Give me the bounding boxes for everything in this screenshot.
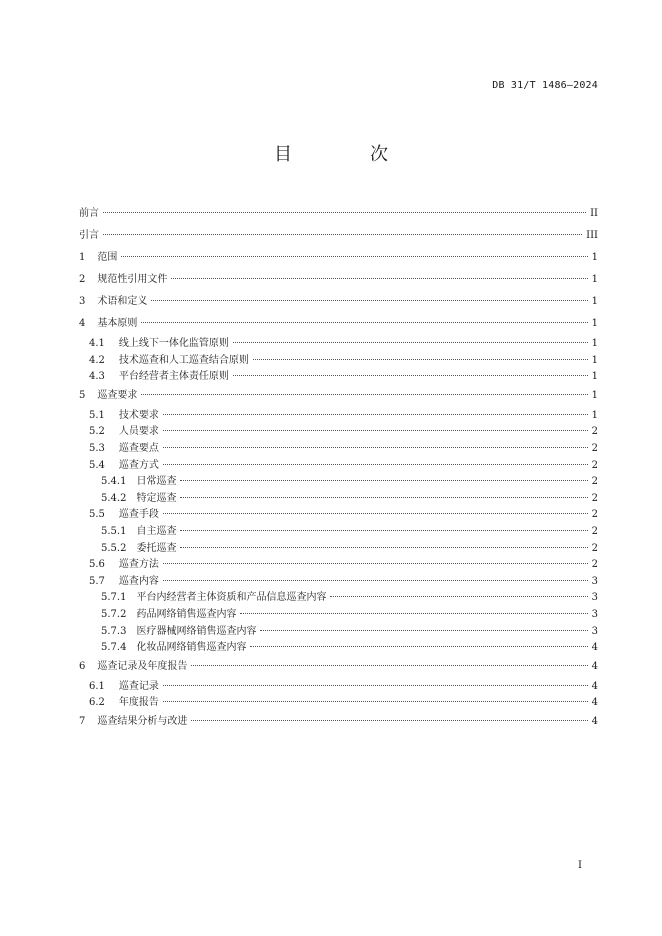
toc-entry-label: 技术巡查和人工巡查结合原则 [118, 354, 249, 366]
toc-entry-page: 1 [591, 296, 598, 307]
toc-dot-leader [253, 347, 588, 360]
toc-entry-number: 7 [79, 715, 86, 727]
toc-dot-leader [330, 584, 587, 597]
toc-entry-page: 1 [591, 338, 598, 349]
toc-entry-page: 2 [591, 459, 598, 471]
toc-entry-label: 巡查方式 [118, 459, 159, 471]
toc-entry-page: 2 [591, 525, 598, 537]
toc-dot-leader [260, 618, 587, 631]
toc-entry-label: 巡查记录 [118, 680, 159, 692]
toc-entry-page: 1 [591, 371, 598, 383]
toc-entry-page: 3 [591, 625, 598, 637]
toc-entry[interactable] [79, 692, 598, 709]
toc-dot-leader [163, 452, 588, 465]
toc-entry[interactable] [79, 267, 598, 289]
toc-entry-page: 1 [591, 318, 598, 329]
toc-entry-label: 平台内经营者主体资质和产品信息巡查内容 [136, 592, 327, 604]
toc-entry-number: 5.7.1 [101, 592, 127, 604]
toc-dot-leader [180, 485, 587, 498]
toc-entry-page: 4 [591, 697, 598, 709]
toc-entry-label: 委托巡查 [136, 542, 177, 554]
toc-entry-page: 1 [591, 354, 598, 366]
toc-dot-leader [180, 518, 587, 531]
toc-entry-number: 6.1 [89, 680, 105, 692]
toc-entry-number: 5.7.4 [101, 642, 127, 654]
toc-entry-number: 4.3 [89, 371, 105, 383]
toc-entry-label: 巡查结果分析与改进 [97, 715, 188, 727]
toc-entry-label: 日常巡查 [136, 476, 177, 488]
toc-entry[interactable] [79, 201, 598, 223]
toc-entry-page: 1 [591, 409, 598, 421]
toc-entry-page: III [586, 230, 598, 241]
toc-entry-number: 5.4 [89, 459, 105, 471]
toc-entry-number: 5.7.3 [101, 625, 127, 637]
toc-entry-page: 2 [591, 492, 598, 504]
toc-dot-leader [163, 673, 588, 686]
toc-entry-label: 医疗器械网络销售巡查内容 [136, 625, 257, 637]
toc-entry-number: 5 [79, 389, 86, 401]
toc-entry-label: 平台经营者主体责任原则 [118, 371, 229, 383]
toc-entry-page: 4 [591, 680, 598, 692]
toc-entry-page: 4 [591, 642, 598, 654]
toc-dot-leader [141, 310, 587, 323]
toc-entry-number: 2 [79, 274, 86, 285]
table-of-contents [79, 201, 598, 731]
toc-entry-label: 自主巡查 [136, 525, 177, 537]
toc-entry[interactable] [79, 245, 598, 267]
toc-entry-label: 药品网络销售巡查内容 [136, 608, 237, 620]
toc-entry-number: 5.5.1 [101, 525, 127, 537]
toc-entry-page: 1 [591, 389, 598, 401]
toc-entry[interactable] [79, 637, 598, 654]
toc-entry-page: 3 [591, 575, 598, 587]
toc-entry-number: 6 [79, 660, 86, 672]
page-number: I [578, 860, 582, 871]
toc-entry[interactable] [79, 709, 598, 731]
toc-entry-page: 1 [591, 274, 598, 285]
toc-entry-number: 5.4.2 [101, 492, 127, 504]
toc-dot-leader [151, 288, 587, 301]
toc-entry-label: 基本原则 [97, 318, 138, 329]
toc-entry-page: 2 [591, 476, 598, 488]
toc-entry-label: 术语和定义 [97, 296, 148, 307]
toc-dot-leader [250, 634, 587, 647]
toc-entry-page: 4 [591, 715, 598, 727]
toc-entry-label: 化妆品网络销售巡查内容 [136, 642, 247, 654]
toc-entry-page: 2 [591, 542, 598, 554]
toc-entry-number: 5.7 [89, 575, 105, 587]
toc-dot-leader [163, 418, 588, 431]
toc-dot-leader [240, 601, 587, 614]
toc-entry-label: 线上线下一体化监管原则 [118, 338, 229, 349]
toc-entry-label: 范围 [97, 252, 118, 263]
toc-dot-leader [163, 501, 588, 514]
toc-dot-leader [180, 468, 587, 481]
toc-entry-page: 3 [591, 608, 598, 620]
toc-dot-leader [163, 435, 588, 448]
toc-entry-label: 巡查内容 [118, 575, 159, 587]
toc-dot-leader [233, 330, 588, 343]
toc-dot-leader [191, 708, 587, 721]
toc-entry-number: 5.6 [89, 559, 105, 571]
toc-entry-number: 5.4.1 [101, 476, 127, 488]
toc-dot-leader [163, 568, 588, 581]
toc-entry-number: 5.7.2 [101, 608, 127, 620]
toc-dot-leader [103, 200, 586, 213]
toc-entry-number: 5.1 [89, 409, 105, 421]
toc-entry-number: 5.5 [89, 509, 105, 521]
toc-entry-label: 引言 [79, 230, 99, 241]
toc-entry-label: 巡查手段 [118, 509, 159, 521]
toc-entry-number: 5.3 [89, 442, 105, 454]
toc-dot-leader [163, 402, 588, 415]
toc-entry-page: 2 [591, 426, 598, 438]
toc-entry-number: 6.2 [89, 697, 105, 709]
toc-entry-number: 1 [79, 252, 86, 263]
toc-entry-label: 巡查方法 [118, 559, 159, 571]
toc-dot-leader [171, 266, 587, 279]
toc-entry-label: 人员要求 [118, 426, 159, 438]
toc-entry-page: 4 [591, 660, 598, 672]
toc-dot-leader [191, 653, 587, 666]
toc-entry-number: 5.5.2 [101, 542, 127, 554]
toc-entry[interactable] [79, 289, 598, 311]
toc-entry-number: 4.2 [89, 354, 105, 366]
toc-dot-leader [163, 551, 588, 564]
toc-entry-page: 3 [591, 592, 598, 604]
toc-entry-number: 4 [79, 318, 86, 329]
toc-entry[interactable] [79, 366, 598, 383]
toc-dot-leader [163, 689, 588, 702]
document-code: DB 31/T 1486—2024 [492, 80, 598, 91]
toc-dot-leader [103, 222, 582, 235]
toc-entry-label: 巡查记录及年度报告 [97, 660, 188, 672]
toc-entry-number: 3 [79, 296, 86, 307]
toc-entry-number: 5.2 [89, 426, 105, 438]
page-title: 目 次 [274, 144, 418, 165]
toc-entry-number: 4.1 [89, 338, 105, 349]
toc-dot-leader [180, 535, 587, 548]
toc-entry[interactable] [79, 223, 598, 245]
toc-entry-page: II [590, 208, 598, 219]
toc-entry-label: 技术要求 [118, 409, 159, 421]
toc-entry-label: 巡查要求 [97, 389, 138, 401]
toc-dot-leader [141, 382, 587, 395]
toc-entry-label: 巡查要点 [118, 442, 159, 454]
toc-entry-page: 2 [591, 509, 598, 521]
toc-entry-page: 2 [591, 442, 598, 454]
toc-dot-leader [121, 244, 587, 257]
toc-dot-leader [233, 363, 588, 376]
toc-entry-label: 前言 [79, 208, 99, 219]
toc-entry-label: 特定巡查 [136, 492, 177, 504]
toc-entry-page: 2 [591, 559, 598, 571]
toc-entry-label: 规范性引用文件 [97, 274, 168, 285]
toc-entry-page: 1 [591, 252, 598, 263]
toc-entry-label: 年度报告 [118, 697, 159, 709]
